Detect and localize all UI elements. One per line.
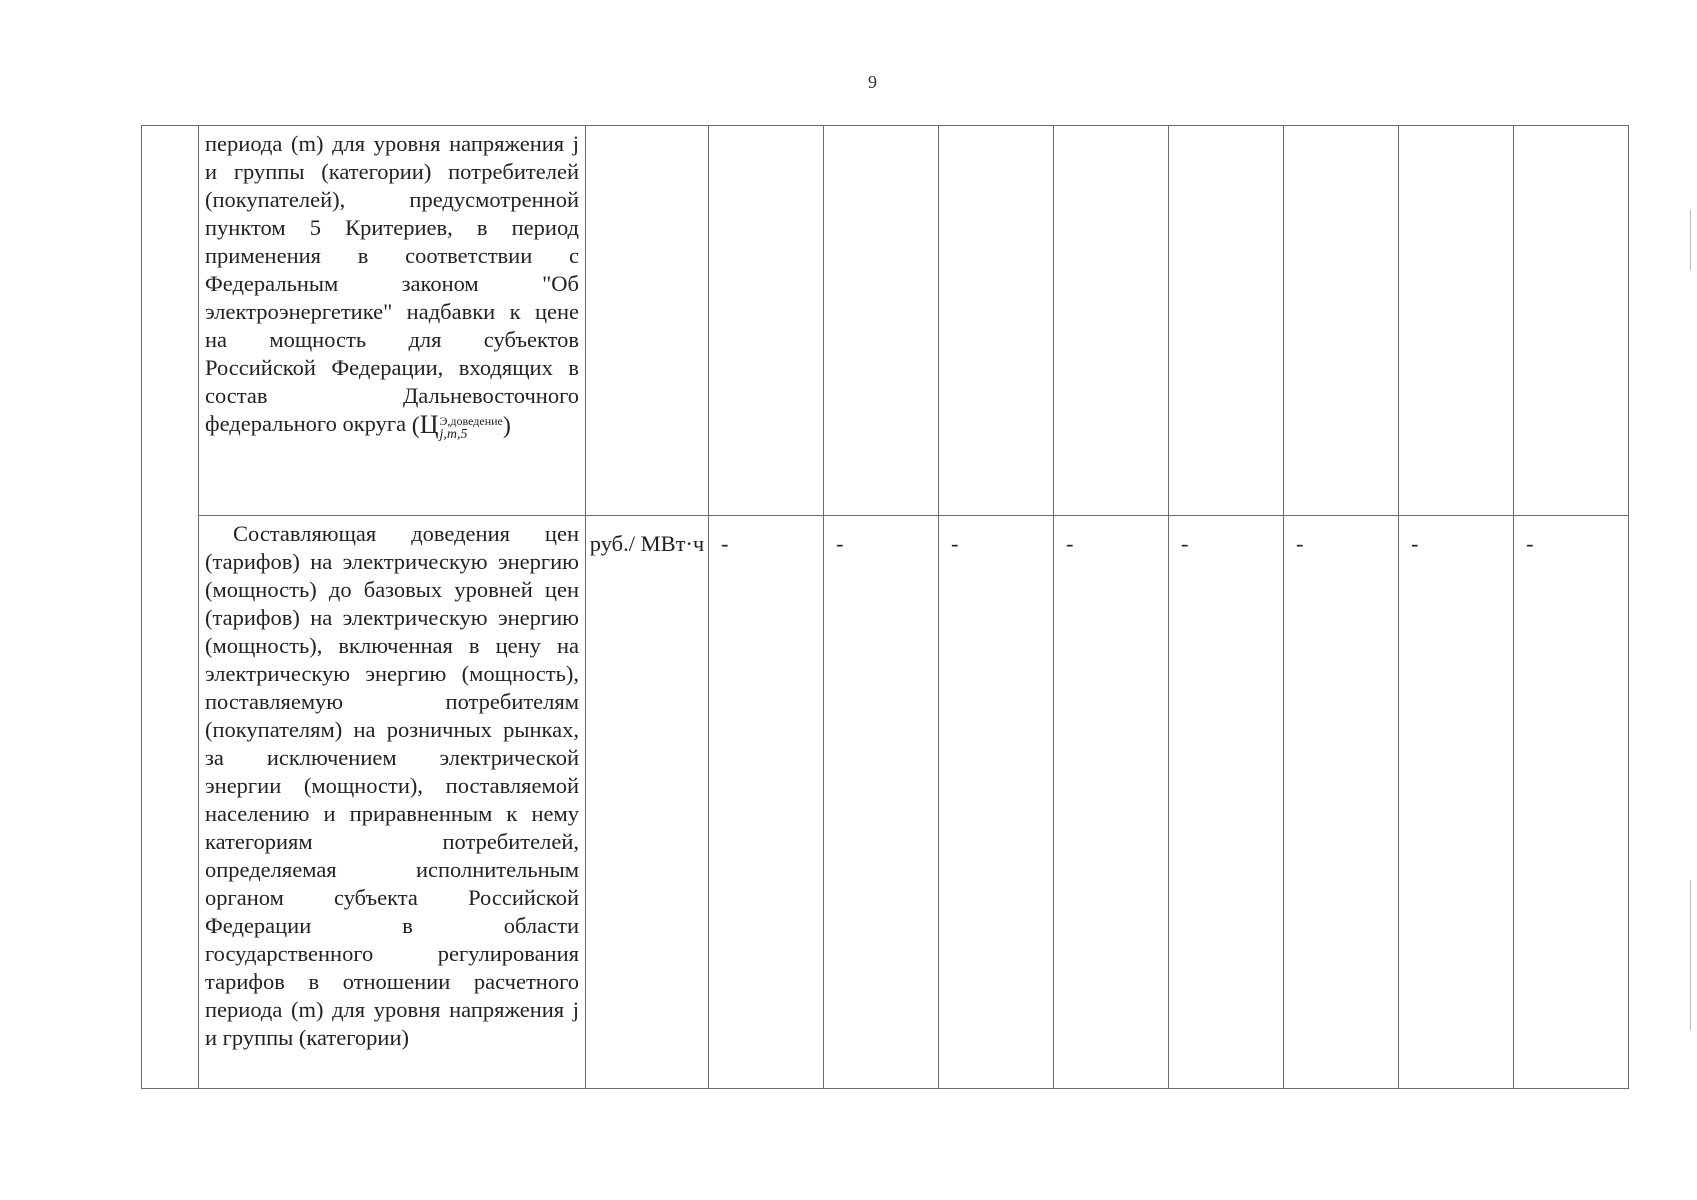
value-text: - — [836, 531, 844, 556]
formula-symbol: Ц — [419, 410, 439, 440]
description-cell — [199, 126, 586, 516]
value-cell — [1054, 126, 1169, 516]
value-cell — [824, 516, 939, 1089]
value-text: - — [721, 531, 729, 556]
value-cell — [1284, 126, 1399, 516]
value-cell — [1169, 126, 1284, 516]
value-cell — [824, 126, 939, 516]
table-row — [142, 516, 1629, 1089]
value-text: - — [1411, 531, 1419, 556]
unit-cell — [586, 516, 709, 1089]
value-cell — [709, 126, 824, 516]
tariff-table — [141, 125, 1629, 1089]
value-text: - — [1066, 531, 1074, 556]
value-cell — [939, 126, 1054, 516]
value-text — [709, 126, 823, 140]
value-cell — [1514, 126, 1629, 516]
value-text — [1054, 126, 1168, 140]
value-text: - — [951, 531, 959, 556]
value-cell — [1399, 126, 1514, 516]
value-cell — [1514, 516, 1629, 1089]
price-formula — [412, 411, 511, 440]
description-cell — [199, 516, 586, 1089]
unit-text — [586, 126, 708, 140]
value-cell — [1169, 516, 1284, 1089]
value-text — [1169, 126, 1283, 140]
value-cell — [1284, 516, 1399, 1089]
value-cell — [1399, 516, 1514, 1089]
value-text: - — [1181, 531, 1189, 556]
formula-open-paren: ( — [411, 413, 420, 440]
row-description: периода (m) для уровня напряжения j и группы (категории) потребителей (покупателей), предусмотренной пунктом 5 Критериев, в период применения в соответствии с Федеральным законом "Об электроэнергетике" надбавки к цене на мощность для субъектов Российской Федерации, входящих в состав Дальневосточного федерального округа — [205, 131, 579, 436]
value-text — [1284, 126, 1398, 140]
unit-text: руб./ МВт·ч — [589, 531, 705, 556]
value-text — [824, 126, 938, 140]
formula-subscript: j,m,5 — [439, 426, 468, 442]
value-text: - — [1296, 531, 1304, 556]
scan-artifact — [1690, 880, 1691, 1030]
value-text — [1399, 126, 1513, 140]
formula-superscript: Э,доведение — [439, 413, 503, 428]
value-text: - — [1526, 531, 1534, 556]
table-row — [142, 126, 1629, 516]
scan-artifact — [1690, 210, 1691, 270]
value-text — [1514, 126, 1628, 140]
value-cell — [1054, 516, 1169, 1089]
value-text — [939, 126, 1053, 140]
row-number-cell — [142, 126, 199, 1089]
value-cell — [709, 516, 824, 1089]
value-cell — [939, 516, 1054, 1089]
row-description: Составляющая доведения цен (тарифов) на электрическую энергию (мощность) до базовых уровней цен (тарифов) на электрическую энергию (мощность), включенная в цену на электрическую энергию (мощность), поставляемую потребителям (покупателям) на розничных рынках, за исключением электрической энергии (мощности), поставляемой населению и приравненным к нему категориям потребителей, определяемая исполнительным органом субъекта Российской Федерации в области государственного регулирования тарифов в отношении расчетного периода (m) для уровня напряжения j и группы (категории) — [205, 521, 579, 1050]
unit-cell — [586, 126, 709, 516]
formula-close-paren: ) — [502, 413, 511, 440]
page-number: 9 — [868, 72, 877, 92]
